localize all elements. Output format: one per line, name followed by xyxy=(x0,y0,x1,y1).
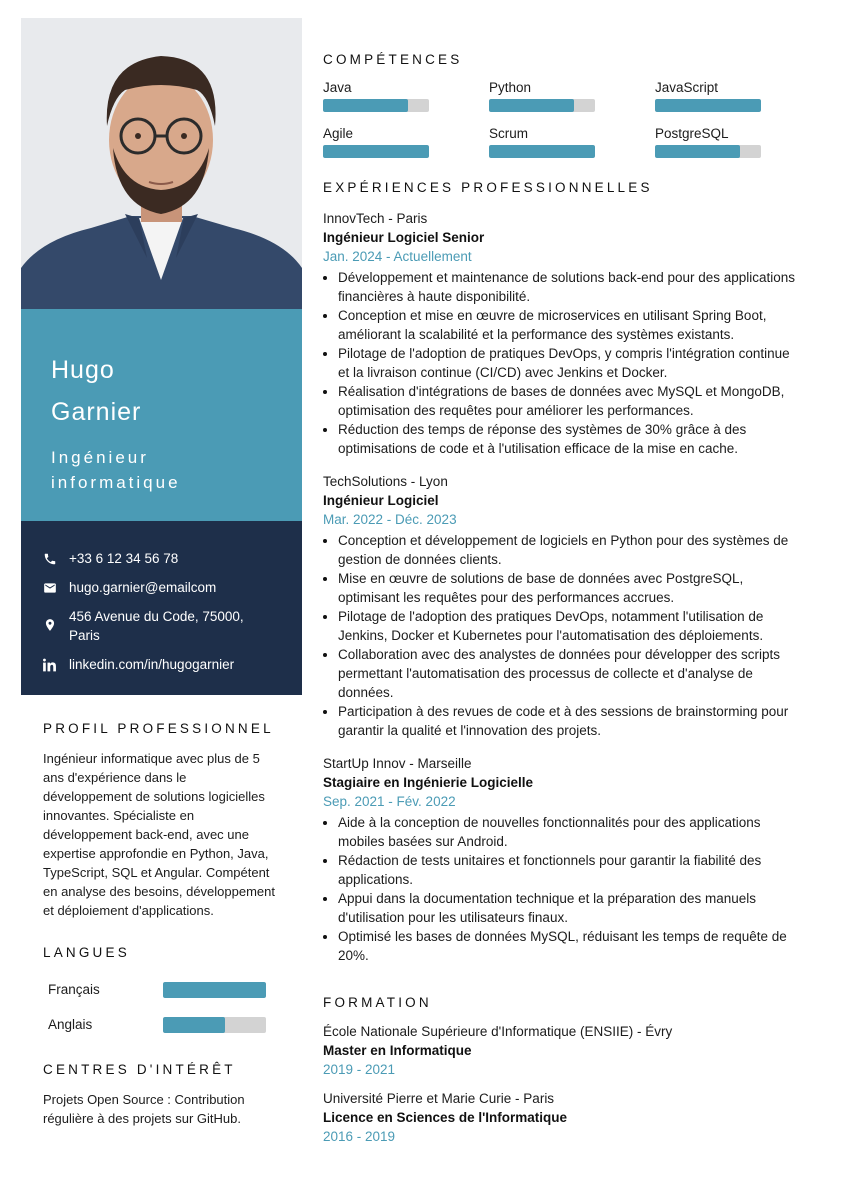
job-dates: Sep. 2021 - Fév. 2022 xyxy=(323,794,456,809)
skill-level-bar xyxy=(489,145,595,158)
job-entry xyxy=(323,472,803,740)
interests-heading: CENTRES D'INTÉRÊT xyxy=(43,1062,236,1077)
skill-level-bar xyxy=(655,145,761,158)
skill-level-fill xyxy=(489,145,595,158)
job-bullets xyxy=(323,531,803,740)
skill-name: Java xyxy=(323,80,352,95)
skill-level-fill xyxy=(655,145,740,158)
education-school: Université Pierre et Marie Curie - Paris xyxy=(323,1091,555,1106)
skill-name: Scrum xyxy=(489,126,529,141)
linkedin-icon xyxy=(43,655,69,672)
job-dates: Jan. 2024 - Actuellement xyxy=(323,249,472,264)
job-dates: Mar. 2022 - Déc. 2023 xyxy=(323,512,457,527)
education-school: École Nationale Supérieure d'Informatique (ENSIIE) - Évry xyxy=(323,1024,673,1039)
job-role: Ingénieur Logiciel xyxy=(323,493,439,508)
education-years: 2016 - 2019 xyxy=(323,1129,396,1144)
contact-phone[interactable] xyxy=(43,549,302,568)
job-bullet: • Optimisé les bases de données MySQL, réduisant les temps de requête de 20%. xyxy=(338,927,803,965)
left-column xyxy=(21,18,302,1128)
job-bullet: • Participation à des revues de code et à des sessions de brainstorming pour garantir la qualité et l'innovation des projets. xyxy=(338,702,803,740)
language-name: Français xyxy=(48,982,100,997)
languages-list xyxy=(43,972,280,1042)
language-item xyxy=(43,1007,280,1042)
skill-level-fill xyxy=(489,99,574,112)
language-level-fill xyxy=(163,982,266,998)
job-title-line1: Ingénieur xyxy=(51,448,149,467)
languages-heading: LANGUES xyxy=(43,945,130,960)
experience-heading: EXPÉRIENCES PROFESSIONNELLES xyxy=(323,180,653,195)
contact-block xyxy=(21,521,302,695)
job-bullets xyxy=(323,813,803,965)
skill-name: Python xyxy=(489,80,532,95)
language-item xyxy=(43,972,280,1007)
job-company: TechSolutions - Lyon xyxy=(323,474,448,489)
skill-level-bar xyxy=(323,145,429,158)
job-bullet: • Conception et mise en œuvre de microservices en utilisant Spring Boot, améliorant la scalabilité et la performance des systèmes existants. xyxy=(338,306,803,344)
location-pin-icon xyxy=(43,607,69,632)
phone-icon xyxy=(43,549,69,566)
address-text xyxy=(69,607,244,645)
job-role: Ingénieur Logiciel Senior xyxy=(323,230,485,245)
first-name: Hugo xyxy=(51,356,115,384)
education-entry xyxy=(323,1022,803,1079)
phone-text: +33 6 12 34 56 78 xyxy=(69,551,179,566)
skill-item xyxy=(323,80,489,112)
skill-level-bar xyxy=(489,99,595,112)
job-bullet: • Appui dans la documentation technique et la préparation des manuels d'utilisation pour les utilisateurs finaux. xyxy=(338,889,803,927)
profile-heading: PROFIL PROFESSIONNEL xyxy=(43,721,274,736)
experience-list xyxy=(323,209,803,965)
skill-item xyxy=(655,126,803,158)
profile-text: Ingénieur informatique avec plus de 5 ans d'expérience dans le développement de solutions logicielles innovantes. Spécialiste en développement back-end, avec une expertise approfondie en Python, Java, TypeScript, SQL et Angular. Compétent en analyse des besoins, développement et déploiement d'applications. xyxy=(43,751,275,918)
skill-item xyxy=(323,126,489,158)
job-bullet: • Collaboration avec des analystes de données pour développer des scripts permettant l'automatisation des processus de collecte et d'analyse de données. xyxy=(338,645,803,702)
skill-level-fill xyxy=(655,99,761,112)
skills-grid xyxy=(323,80,803,158)
portrait-illustration xyxy=(21,18,302,309)
job-bullets xyxy=(323,268,803,458)
job-bullet: • Réduction des temps de réponse des systèmes de 30% grâce à des optimisations de code et à l'utilisation efficace de la mise en cache. xyxy=(338,420,803,458)
job-entry xyxy=(323,209,803,458)
education-years: 2019 - 2021 xyxy=(323,1062,396,1077)
job-bullet: • Aide à la conception de nouvelles fonctionnalités pour des applications mobiles basées sur Android. xyxy=(338,813,803,851)
skill-item xyxy=(489,80,655,112)
job-bullet: • Pilotage de l'adoption des pratiques DevOps, notamment l'utilisation de Jenkins, Docker et Kubernetes pour l'automatisation des déploiements. xyxy=(338,607,803,645)
address-line2: Paris xyxy=(69,628,100,643)
language-level-bar xyxy=(163,1017,266,1033)
education-degree: Master en Informatique xyxy=(323,1043,472,1058)
job-title xyxy=(51,445,272,495)
education-list xyxy=(323,1022,803,1146)
skill-level-bar xyxy=(655,99,761,112)
skill-item xyxy=(489,126,655,158)
job-role: Stagiaire en Ingénierie Logicielle xyxy=(323,775,534,790)
job-bullet: • Conception et développement de logiciels en Python pour des systèmes de gestion de données clients. xyxy=(338,531,803,569)
name-block xyxy=(21,309,302,521)
job-title-line2: informatique xyxy=(51,473,181,492)
email-text: hugo.garnier@emailcom xyxy=(69,580,217,595)
last-name: Garnier xyxy=(51,398,142,426)
skill-level-bar xyxy=(323,99,429,112)
education-degree: Licence en Sciences de l'Informatique xyxy=(323,1110,568,1125)
skills-heading: COMPÉTENCES xyxy=(323,52,463,67)
job-bullet: • Pilotage de l'adoption de pratiques DevOps, y compris l'intégration continue et la livraison continue (CI/CD) avec Jenkins et Docker. xyxy=(338,344,803,382)
education-heading: FORMATION xyxy=(323,995,432,1010)
interests-text: Projets Open Source : Contribution régulière à des projets sur GitHub. xyxy=(43,1092,245,1126)
education-entry xyxy=(323,1089,803,1146)
job-company: InnovTech - Paris xyxy=(323,211,428,226)
contact-email[interactable] xyxy=(43,578,302,597)
skill-name: Agile xyxy=(323,126,354,141)
profile-photo xyxy=(21,18,302,309)
language-level-fill xyxy=(163,1017,225,1033)
contact-address xyxy=(43,607,302,645)
skill-level-fill xyxy=(323,145,429,158)
job-company: StartUp Innov - Marseille xyxy=(323,756,472,771)
skill-item xyxy=(655,80,803,112)
skill-level-fill xyxy=(323,99,408,112)
left-lower xyxy=(21,721,302,1128)
job-bullet: • Réalisation d'intégrations de bases de données avec MySQL et MongoDB, optimisation des requêtes pour améliorer les performances. xyxy=(338,382,803,420)
language-name: Anglais xyxy=(48,1017,93,1032)
address-line1: 456 Avenue du Code, 75000, xyxy=(69,609,244,624)
job-bullet: • Mise en œuvre de solutions de base de données avec PostgreSQL, optimisant les requêtes pour des performances accrues. xyxy=(338,569,803,607)
contact-linkedin[interactable] xyxy=(43,655,302,674)
job-bullet: • Rédaction de tests unitaires et fonctionnels pour garantir la fiabilité des applications. xyxy=(338,851,803,889)
linkedin-text: linkedin.com/in/hugogarnier xyxy=(69,657,235,672)
job-bullet: • Développement et maintenance de solutions back-end pour des applications financières à haute disponibilité. xyxy=(338,268,803,306)
right-column xyxy=(323,52,803,1146)
skill-name: PostgreSQL xyxy=(655,126,729,141)
job-entry xyxy=(323,754,803,965)
language-level-bar xyxy=(163,982,266,998)
email-icon xyxy=(43,578,69,595)
skill-name: JavaScript xyxy=(655,80,719,95)
